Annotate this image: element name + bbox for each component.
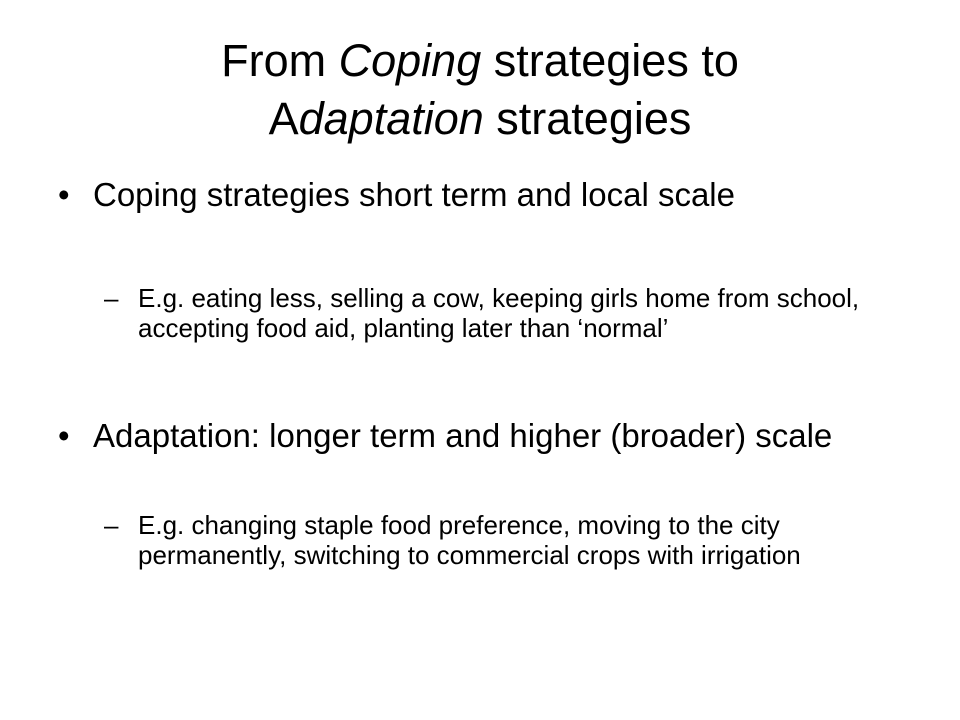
- title-text: strategies to: [481, 35, 739, 86]
- bullet-text: Coping strategies short term and local scale: [93, 176, 735, 213]
- title-line-1: [0, 32, 960, 90]
- title-line-2: [0, 90, 960, 148]
- sub-bullet-item: [104, 510, 904, 570]
- bullet-item: [58, 176, 888, 214]
- bullet-marker: •: [58, 417, 70, 454]
- title-italic-text: daptation: [298, 93, 484, 144]
- bullet-item: [58, 417, 888, 455]
- bullet-marker: •: [58, 176, 70, 213]
- title-text: strategies: [483, 93, 692, 144]
- sub-bullet-text: E.g. eating less, selling a cow, keeping girls home from school, accepting food aid, planting later than ‘normal’: [138, 283, 860, 343]
- sub-bullet-marker: –: [104, 510, 119, 540]
- title-text: A: [268, 93, 299, 144]
- slide-title: [0, 32, 960, 148]
- sub-bullet-text: E.g. changing staple food preference, moving to the city permanently, switching to commercial crops with irrigation: [138, 510, 801, 570]
- sub-bullet-marker: –: [104, 283, 119, 313]
- bullet-text: Adaptation: longer term and higher (broader) scale: [93, 417, 833, 454]
- title-text: From: [221, 35, 339, 86]
- sub-bullet-item: [104, 283, 904, 343]
- title-italic-text: Coping: [338, 35, 482, 86]
